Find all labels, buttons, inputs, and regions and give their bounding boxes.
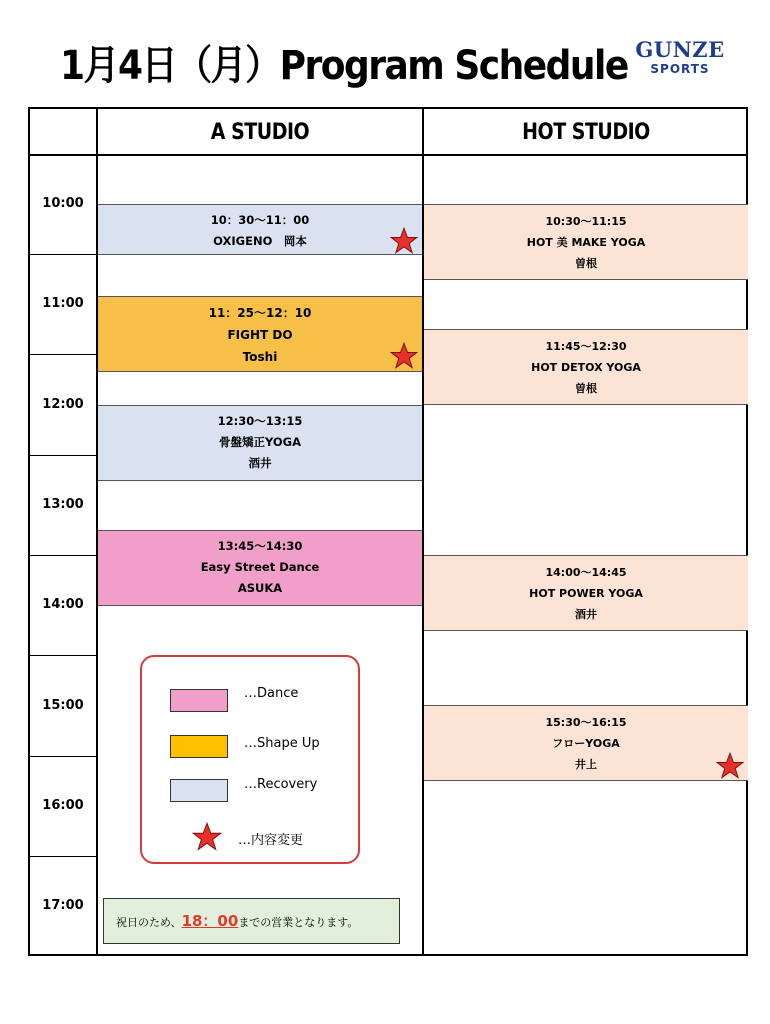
class-instructor: 曽根 xyxy=(575,382,597,395)
class-instructor: 酒井 xyxy=(575,608,597,621)
legend-label-dance: …Dance xyxy=(244,686,299,701)
time-label: 11:00 xyxy=(42,296,84,311)
legend-label-changed: …内容変更 xyxy=(238,833,304,848)
legend-swatch-dance xyxy=(170,689,228,712)
class-time: 10:30～11:15 xyxy=(545,215,627,228)
class-time: 10：30～11：00 xyxy=(210,213,310,227)
time-line xyxy=(30,455,96,456)
notice-suffix: までの営業となります。 xyxy=(238,916,359,929)
legend-box xyxy=(140,655,360,864)
class-name: FIGHT DO xyxy=(227,328,293,342)
time-line xyxy=(30,254,96,255)
class-block-easy-street-dance[interactable] xyxy=(98,530,422,606)
class-time: 12:30～13:15 xyxy=(217,414,303,428)
class-instructor: ASUKA xyxy=(237,581,283,595)
legend-swatch-shape-up xyxy=(170,735,228,758)
class-instructor: Toshi xyxy=(242,350,278,364)
column-header-a-studio: A STUDIO xyxy=(210,119,310,145)
class-block-pelvis-yoga[interactable] xyxy=(98,405,422,481)
class-instructor: 曽根 xyxy=(575,257,597,270)
time-line xyxy=(30,856,96,857)
class-block-fight-do[interactable] xyxy=(98,296,422,372)
star-icon xyxy=(190,822,224,852)
time-line xyxy=(30,555,96,556)
class-instructor: 酒井 xyxy=(248,456,272,470)
logo-main-text: GUNZE xyxy=(635,37,725,62)
time-label: 13:00 xyxy=(42,497,84,512)
slot-line xyxy=(424,204,748,205)
schedule-grid xyxy=(28,107,748,956)
logo-sub-text: SPORTS xyxy=(650,62,710,76)
class-name: HOT 美 MAKE YOGA xyxy=(526,236,646,249)
holiday-notice xyxy=(103,898,400,944)
class-block-hot-power-yoga[interactable] xyxy=(424,555,748,631)
time-line xyxy=(30,354,96,355)
class-name: Easy Street Dance xyxy=(200,560,320,574)
class-block-hot-make-yoga[interactable] xyxy=(424,204,748,280)
class-time: 15:30～16:15 xyxy=(545,716,627,729)
page-title: 1月4日（月）Program Schedule xyxy=(60,42,628,89)
legend-label-shape-up: …Shape Up xyxy=(244,736,320,751)
time-label: 14:00 xyxy=(42,597,84,612)
class-time: 11：25～12：10 xyxy=(208,306,312,320)
legend-swatch-recovery xyxy=(170,779,228,802)
class-time: 14:00～14:45 xyxy=(545,566,627,579)
time-label: 10:00 xyxy=(42,196,84,211)
column-header-hot-studio: HOT STUDIO xyxy=(522,119,650,145)
gunze-sports-logo xyxy=(633,38,727,76)
class-time: 13:45～14:30 xyxy=(217,539,303,553)
class-block-hot-detox-yoga[interactable] xyxy=(424,329,748,405)
time-line xyxy=(30,756,96,757)
star-icon xyxy=(390,342,418,370)
class-time: 11:45～12:30 xyxy=(545,340,627,353)
time-label: 17:00 xyxy=(42,898,84,913)
class-instructor: 井上 xyxy=(575,758,597,771)
time-line xyxy=(30,655,96,656)
class-name: フローYOGA xyxy=(552,737,620,750)
class-block-flow-yoga[interactable] xyxy=(424,705,748,781)
time-label: 12:00 xyxy=(42,397,84,412)
class-name: 骨盤矯正YOGA xyxy=(218,435,302,449)
legend-label-recovery: …Recovery xyxy=(244,777,318,792)
notice-prefix: 祝日のため、 xyxy=(116,916,182,929)
header-divider xyxy=(30,154,746,156)
class-block-oxigeno[interactable] xyxy=(98,204,422,255)
time-label: 15:00 xyxy=(42,698,84,713)
notice-closing-time: 18：00 xyxy=(181,912,239,930)
class-name: HOT DETOX YOGA xyxy=(531,361,641,374)
star-icon xyxy=(390,227,418,255)
time-label: 16:00 xyxy=(42,798,84,813)
class-name: HOT POWER YOGA xyxy=(529,587,643,600)
class-name: OXIGENO 岡本 xyxy=(213,234,307,248)
star-icon xyxy=(716,752,744,780)
